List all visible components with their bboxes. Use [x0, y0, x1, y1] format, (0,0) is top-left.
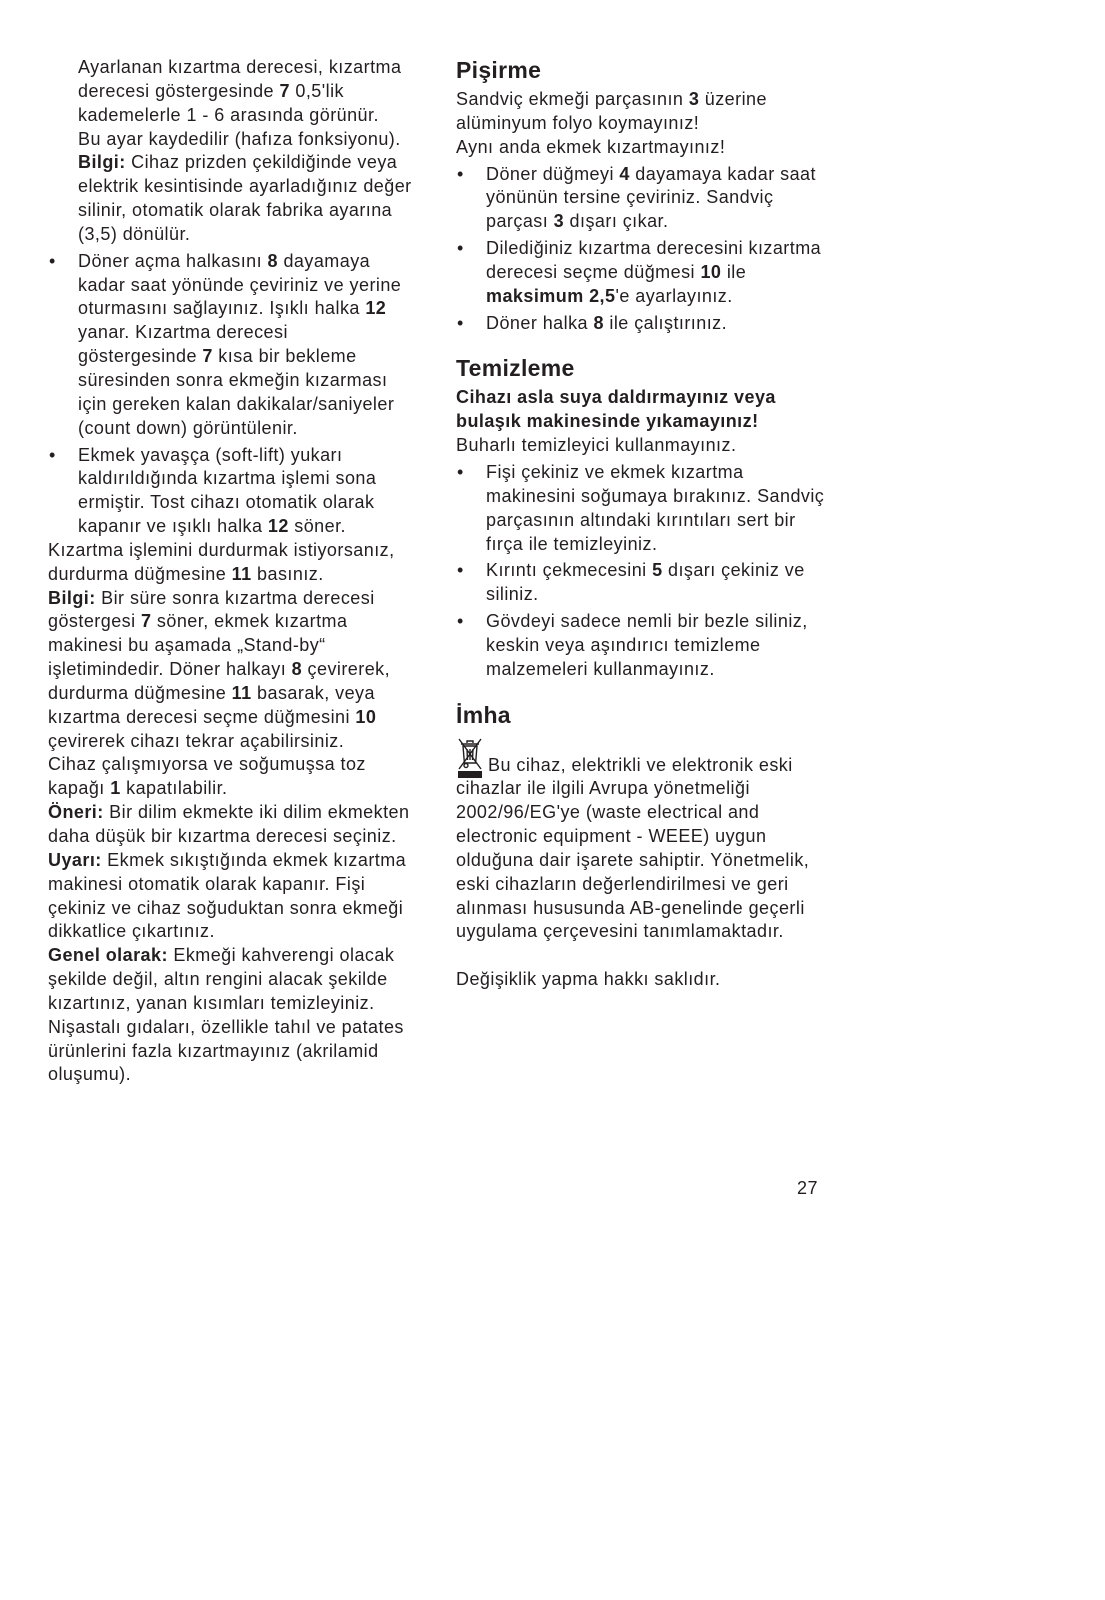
text-run: için gereken kalan dakikalar/saniyeler — [78, 393, 395, 414]
text-line — [486, 210, 876, 234]
text-run: dikkatlice çıkartınız. — [48, 921, 215, 942]
paragraph — [456, 88, 876, 160]
text-run: olduğuna dair işarete sahiptir. Yönetmelik, — [456, 849, 810, 870]
left-column — [48, 56, 448, 1087]
text-line — [78, 250, 448, 274]
disposal-notice — [456, 754, 876, 945]
text-run: Bu ayar kaydedilir (hafıza fonksiyonu). — [78, 128, 401, 149]
bullet-item — [456, 461, 876, 556]
text-line — [456, 897, 876, 921]
text-line — [48, 825, 448, 849]
text-line — [48, 1063, 448, 1087]
text-run: Döner halka — [486, 312, 594, 333]
paragraph — [48, 587, 448, 754]
text-line — [48, 920, 448, 944]
text-line — [48, 968, 448, 992]
text-run: söner. — [288, 516, 346, 537]
text-line — [48, 587, 448, 611]
text-run: Ekmeği kahverengi olacak — [167, 945, 395, 966]
text-line — [78, 393, 448, 417]
text-run: elektrik kesintisinde ayarladığınız değer — [78, 176, 412, 197]
text-line — [456, 410, 876, 434]
continuation-paragraph — [48, 56, 448, 247]
text-line — [486, 533, 876, 557]
bullet-marker: • — [457, 611, 464, 632]
text-run: ile çalıştırınız. — [603, 312, 728, 333]
text-line — [456, 754, 876, 778]
section-heading: Temizleme — [456, 355, 575, 382]
text-line — [78, 274, 448, 298]
bold-text: 10 — [700, 261, 722, 282]
bold-text: 11 — [231, 682, 252, 703]
text-run: Ekmek yavaşça (soft-lift) yukarı — [78, 444, 343, 465]
bold-text: Bilgi: — [48, 587, 96, 608]
bullet-marker: • — [49, 444, 56, 465]
text-run: ürünlerini fazla kızartmayınız (akrilamid — [48, 1040, 379, 1061]
text-run: Nişastalı gıdaları, özellikle tahıl ve patates — [48, 1016, 404, 1037]
text-line — [78, 417, 448, 441]
text-line — [486, 285, 876, 309]
paragraph — [48, 801, 448, 849]
text-run: (3,5) dönülür. — [78, 223, 191, 244]
text-line — [78, 104, 448, 128]
text-run: Fişi çekiniz ve ekmek kızartma — [486, 461, 744, 482]
text-run: Kızartma işlemini durdurmak istiyorsanız, — [48, 539, 395, 560]
bold-text: Genel olarak: — [48, 945, 168, 966]
text-run: kısa bir bekleme — [212, 346, 357, 367]
section-heading: İmha — [456, 701, 511, 728]
bullet-item — [456, 312, 876, 336]
text-run: kapatılabilir. — [120, 778, 228, 799]
text-run: derecesi göstergesinde — [78, 80, 280, 101]
text-run: parçasının altındaki kırıntıları sert bir — [486, 509, 796, 530]
bold-text: Cihazı asla suya daldırmayınız veya — [456, 387, 776, 408]
text-run: Aynı anda ekmek kızartmayınız! — [456, 136, 726, 157]
text-line — [48, 730, 448, 754]
text-run: malzemeleri kullanmayınız. — [486, 658, 715, 679]
paragraph — [48, 849, 448, 944]
text-line — [48, 539, 448, 563]
paragraph — [456, 386, 876, 434]
text-line — [78, 467, 448, 491]
text-line — [48, 777, 448, 801]
text-run: söner, ekmek kızartma — [151, 611, 348, 632]
text-line — [78, 515, 448, 539]
text-line — [456, 968, 876, 992]
text-run: (count down) görüntülenir. — [78, 417, 298, 438]
text-run: Ekmek sıkıştığında ekmek kızartma — [101, 849, 407, 870]
text-line — [486, 559, 876, 583]
text-run: dışarı çekiniz ve — [662, 560, 805, 581]
text-run: yönünün tersine çeviriniz. Sandviç — [486, 187, 774, 208]
text-line — [78, 491, 448, 515]
text-line — [456, 386, 876, 410]
text-run: kademelerle 1 - 6 arasında görünür. — [78, 104, 379, 125]
text-run: durdurma düğmesine — [48, 563, 232, 584]
text-line — [48, 563, 448, 587]
text-run: silinir, otomatik olarak fabrika ayarına — [78, 200, 393, 221]
bold-text: 8 — [267, 250, 279, 271]
bold-text: Uyarı: — [48, 849, 102, 870]
page-number: 27 — [797, 1178, 818, 1198]
text-run: Döner açma halkasını — [78, 250, 268, 271]
bullet-item — [456, 163, 876, 235]
text-line — [486, 583, 876, 607]
bold-text: 7 — [279, 80, 290, 101]
text-line — [456, 88, 876, 112]
text-run: 'e ayarlayınız. — [615, 285, 733, 306]
text-line — [48, 944, 448, 968]
text-run: Sandviç ekmeği parçasının — [456, 89, 689, 109]
text-run: Cihaz prizden çekildiğinde veya — [125, 152, 398, 173]
text-run: basınız. — [251, 563, 324, 584]
text-line — [78, 321, 448, 345]
text-run: daha düşük bir kızartma derecesi seçiniz. — [48, 826, 397, 846]
text-run: işletimindedir. Döner halkayı — [48, 659, 292, 680]
bold-text: 3 — [688, 89, 700, 109]
text-line — [456, 849, 876, 873]
text-run: Cihaz çalışmıyorsa ve soğumuşsa toz — [48, 754, 366, 775]
bullet-item — [48, 250, 448, 441]
text-line — [456, 801, 876, 825]
bold-text: 1 — [110, 778, 121, 799]
text-line — [48, 634, 448, 658]
text-line — [48, 897, 448, 921]
text-line — [48, 992, 448, 1016]
text-line — [456, 825, 876, 849]
bold-text: Öneri: — [48, 802, 104, 823]
text-line — [456, 777, 876, 801]
text-line — [456, 873, 876, 897]
text-line — [78, 223, 448, 247]
text-line — [456, 136, 876, 160]
text-line — [78, 151, 448, 175]
text-line — [48, 801, 448, 825]
text-line — [78, 444, 448, 468]
bullet-marker: • — [457, 560, 464, 581]
text-run: uygulama çerçevesini tanımlamaktadır. — [456, 921, 784, 942]
text-run: oluşumu). — [48, 1064, 132, 1085]
text-run: çekiniz ve cihaz soğuduktan sonra ekmeği — [48, 897, 404, 918]
text-run: şekilde değil, altın rengini alacak şekilde — [48, 969, 388, 990]
text-run: çevirerek cihazı tekrar açabilirsiniz. — [48, 730, 345, 751]
bold-text: Bilgi: — [78, 152, 126, 173]
right-column — [456, 56, 876, 992]
paragraph — [48, 539, 448, 587]
text-run: eski cihazların değerlendirilmesi ve geri — [456, 873, 789, 894]
bullet-marker: • — [457, 461, 464, 482]
text-run: göstergesinde — [78, 346, 203, 367]
bullet-marker: • — [457, 312, 464, 333]
text-line — [48, 873, 448, 897]
bold-text: 8 — [291, 659, 303, 680]
paragraph — [48, 944, 448, 1087]
bold-text: 12 — [365, 298, 387, 319]
text-run: cihazlar ile ilgili Avrupa yönetmeliği — [456, 778, 750, 799]
text-line — [78, 345, 448, 369]
bold-text: 7 — [141, 611, 152, 632]
text-run: kızartınız, yanan kısımları temizleyiniz. — [48, 992, 375, 1013]
text-line — [48, 1016, 448, 1040]
text-run: fırça ile temizleyiniz. — [486, 533, 658, 554]
text-run: alınması hususunda AB-genelinde geçerli — [456, 897, 805, 918]
text-run: üzerine — [699, 89, 767, 109]
text-run: Bu cihaz, elektrikli ve elektronik eski — [488, 754, 793, 775]
text-line — [78, 80, 448, 104]
text-run: durdurma düğmesine — [48, 682, 232, 703]
text-run: 2002/96/EG'ye (waste electrical and — [456, 802, 760, 823]
bullet-marker: • — [457, 163, 464, 184]
text-line — [78, 128, 448, 152]
bold-text: 3 — [553, 211, 565, 232]
text-run: dışarı çıkar. — [564, 211, 669, 232]
text-run: Ayarlanan kızartma derecesi, kızartma — [78, 57, 402, 77]
text-line — [78, 369, 448, 393]
text-run: Bir dilim ekmekte iki dilim ekmekten — [103, 802, 410, 823]
text-run: dayamaya kadar saat — [629, 163, 816, 184]
text-run: ile — [721, 261, 747, 282]
bullet-marker: • — [457, 238, 464, 259]
text-line — [48, 753, 448, 777]
text-line — [486, 658, 876, 682]
text-line — [48, 610, 448, 634]
text-run: Kırıntı çekmecesini — [486, 560, 653, 581]
bullet-item — [456, 559, 876, 607]
text-line — [486, 485, 876, 509]
text-run: çevirerek, — [302, 659, 391, 680]
text-run: makinesini soğumaya bırakınız. Sandviç — [486, 485, 825, 506]
text-line — [486, 509, 876, 533]
text-line — [456, 920, 876, 944]
text-line — [48, 849, 448, 873]
bullet-item — [456, 610, 876, 682]
paragraph — [456, 434, 876, 458]
text-line — [486, 261, 876, 285]
text-line — [486, 610, 876, 634]
text-line — [48, 658, 448, 682]
text-line — [456, 434, 876, 458]
text-run: kaldırıldığında kızartma işlemi sona — [78, 468, 377, 489]
bold-text: 7 — [202, 346, 213, 367]
bold-text: 12 — [267, 516, 289, 537]
bold-text: maksimum 2,5 — [486, 285, 616, 306]
text-line — [78, 175, 448, 199]
bold-text: bulaşık makinesinde yıkamayınız! — [456, 411, 759, 432]
text-run: ermiştir. Tost cihazı otomatik olarak — [78, 492, 375, 513]
text-run: basarak, veya — [251, 682, 375, 703]
text-line — [486, 461, 876, 485]
text-line — [48, 682, 448, 706]
text-run: 0,5'lik — [289, 80, 344, 101]
text-run: oturmasını sağlayınız. Işıklı halka — [78, 298, 366, 319]
bold-text: 5 — [652, 560, 663, 581]
text-line — [486, 634, 876, 658]
bullet-marker: • — [49, 250, 56, 271]
text-run: keskin veya aşındırıcı temizleme — [486, 634, 761, 655]
bold-text: 11 — [231, 563, 252, 584]
text-run: göstergesi — [48, 611, 141, 632]
reservation-note — [456, 968, 876, 992]
bullet-item — [48, 444, 448, 539]
bold-text: 4 — [619, 163, 630, 184]
text-run: kapanır ve ışıklı halka — [78, 516, 268, 537]
bold-text: 8 — [593, 312, 604, 333]
text-run: kapağı — [48, 778, 111, 799]
text-run: Gövdeyi sadece nemli bir bezle siliniz, — [486, 611, 808, 632]
text-run: Değişiklik yapma hakkı saklıdır. — [456, 969, 721, 990]
text-run: dayamaya — [278, 250, 371, 271]
text-run: yanar. Kızartma derecesi — [78, 322, 288, 343]
text-run: kadar saat yönünde çeviriniz ve yerine — [78, 274, 402, 295]
text-line — [486, 237, 876, 261]
text-line — [78, 297, 448, 321]
text-run: makinesi bu aşamada „Stand-by“ — [48, 635, 326, 656]
text-line — [48, 706, 448, 730]
text-run: Döner düğmeyi — [486, 163, 620, 184]
crossed-out-wheelie-bin-icon — [457, 737, 483, 779]
section-heading: Pişirme — [456, 57, 542, 83]
text-run: siliniz. — [486, 584, 539, 605]
text-run: Buharlı temizleyici kullanmayınız. — [456, 435, 737, 456]
text-run: süresinden sonra ekmeğin kızarması — [78, 369, 388, 390]
text-run: makinesi otomatik olarak kapanır. Fişi — [48, 873, 366, 894]
bold-text: 10 — [355, 706, 377, 727]
text-line — [78, 199, 448, 223]
text-run: Dilediğiniz kızartma derecesini kızartma — [486, 238, 822, 259]
text-line — [486, 163, 876, 187]
text-line — [48, 1040, 448, 1064]
text-run: kızartma derecesi seçme düğmesini — [48, 706, 356, 727]
bullet-item — [456, 237, 876, 309]
text-run: derecesi seçme düğmesi — [486, 261, 701, 282]
text-line — [486, 186, 876, 210]
text-line — [456, 112, 876, 136]
text-line — [78, 56, 448, 80]
text-run: Bir süre sonra kızartma derecesi — [95, 587, 375, 608]
text-line — [486, 312, 876, 336]
text-run: alüminyum folyo koymayınız! — [456, 112, 700, 133]
text-run: parçası — [486, 211, 554, 232]
paragraph — [48, 753, 448, 801]
text-run: electronic equipment - WEEE) uygun — [456, 826, 767, 847]
